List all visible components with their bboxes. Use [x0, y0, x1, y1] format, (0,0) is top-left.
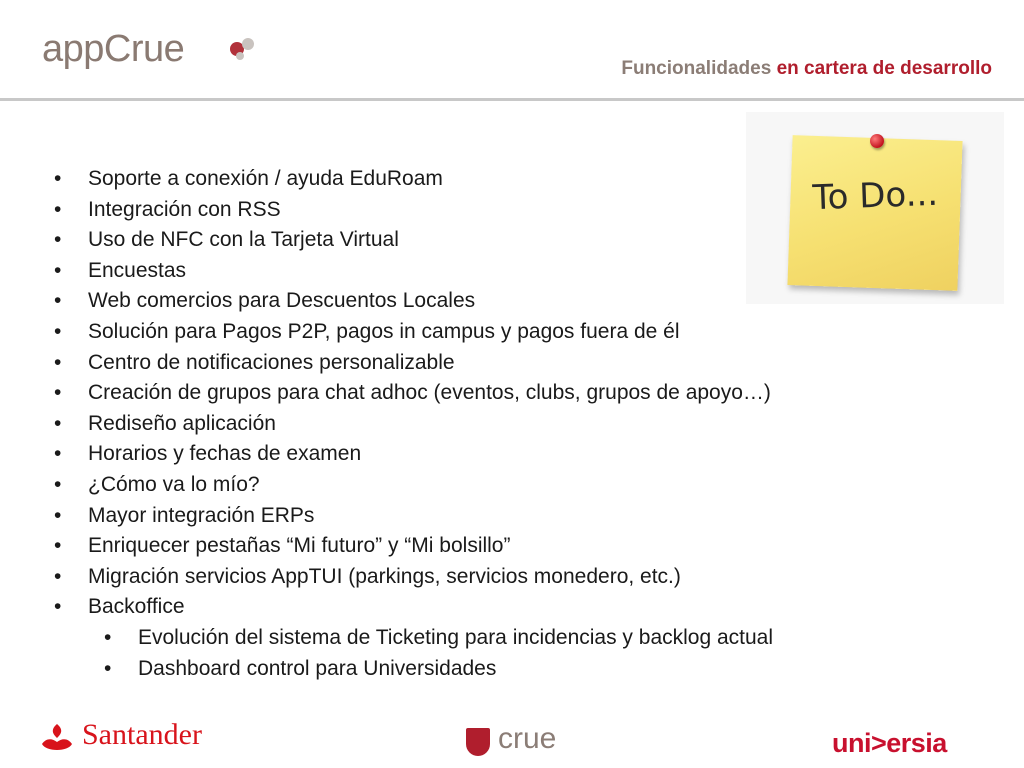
list-item-text: Backoffice — [88, 595, 185, 619]
bullet-icon: • — [104, 625, 112, 649]
crue-shield-icon — [466, 728, 490, 756]
list-item-text: Solución para Pagos P2P, pagos in campus y pagos fuera de él — [88, 319, 680, 343]
crue-logo-text: crue — [498, 722, 557, 755]
list-item-text: Horarios y fechas de examen — [88, 442, 362, 466]
sub-list-item — [54, 623, 954, 654]
list-item — [54, 470, 954, 501]
slide-title-part1: Funcionalidades — [621, 58, 772, 79]
universia-logo: uni>ersia — [832, 728, 947, 758]
bullet-icon: • — [104, 656, 112, 680]
bullet-icon: • — [54, 350, 62, 374]
list-item-text: Soporte a conexión / ayuda EduRoam — [88, 167, 443, 190]
bullet-icon: • — [54, 564, 62, 588]
appcrue-logo-text: appCrue — [42, 28, 185, 70]
list-item — [54, 501, 954, 532]
bullet-icon: • — [54, 228, 62, 252]
list-item-text: Encuestas — [88, 258, 187, 282]
bullet-icon: • — [54, 319, 62, 343]
bullet-icon: • — [54, 289, 62, 313]
appcrue-logo — [42, 18, 222, 78]
list-item-text: Mayor integración ERPs — [88, 503, 315, 527]
sub-list-item-text: Dashboard control para Universidades — [138, 656, 497, 680]
list-item-text: Uso de NFC con la Tarjeta Virtual — [88, 228, 399, 252]
list-item-text: Migración servicios AppTUI (parkings, servicios monedero, etc.) — [88, 564, 681, 588]
list-item-text: Rediseño aplicación — [88, 411, 276, 435]
list-item — [54, 317, 954, 348]
list-item — [54, 562, 954, 593]
list-item — [54, 531, 954, 562]
push-pin-icon — [870, 134, 884, 148]
santander-flame-icon — [40, 722, 74, 754]
bullet-icon: • — [54, 442, 62, 466]
bullet-icon: • — [54, 167, 62, 190]
bullet-icon: • — [54, 595, 62, 619]
list-item — [54, 225, 954, 256]
bullet-icon: • — [54, 534, 62, 558]
bullet-icon: • — [54, 381, 62, 405]
santander-logo-text: Santander — [82, 718, 202, 751]
slide-title — [621, 58, 992, 80]
slide-header — [0, 0, 1024, 100]
list-item — [54, 256, 954, 287]
bullet-icon: • — [54, 411, 62, 435]
list-item-text: Integración con RSS — [88, 197, 281, 221]
list-item — [54, 409, 954, 440]
logo-dot-gray — [242, 38, 254, 50]
sticky-note-text: To Do... — [811, 173, 939, 219]
list-item — [54, 286, 954, 317]
list-item — [54, 592, 954, 623]
list-item — [54, 439, 954, 470]
list-item-text: ¿Cómo va lo mío? — [88, 472, 260, 496]
list-item — [54, 195, 954, 226]
sub-list-item-text: Evolución del sistema de Ticketing para incidencias y backlog actual — [138, 625, 774, 649]
feature-list — [54, 164, 954, 684]
logo-dot-small — [236, 52, 244, 60]
list-item-text: Creación de grupos para chat adhoc (eventos, clubs, grupos de apoyo…) — [88, 381, 771, 405]
list-item-text: Centro de notificaciones personalizable — [88, 350, 455, 374]
list-item-text: Enriquecer pestañas “Mi futuro” y “Mi bolsillo” — [88, 534, 511, 558]
slide-title-part2: en cartera de desarrollo — [776, 58, 992, 79]
sponsor-footer — [0, 712, 1024, 768]
bullet-icon: • — [54, 197, 62, 221]
list-item — [54, 378, 954, 409]
bullet-icon: • — [54, 503, 62, 527]
list-item — [54, 348, 954, 379]
sub-list-item — [54, 654, 954, 685]
list-item — [54, 164, 954, 195]
bullet-icon: • — [54, 472, 62, 496]
header-divider — [0, 98, 1024, 101]
list-item-text: Web comercios para Descuentos Locales — [88, 289, 476, 313]
bullet-icon: • — [54, 258, 62, 282]
